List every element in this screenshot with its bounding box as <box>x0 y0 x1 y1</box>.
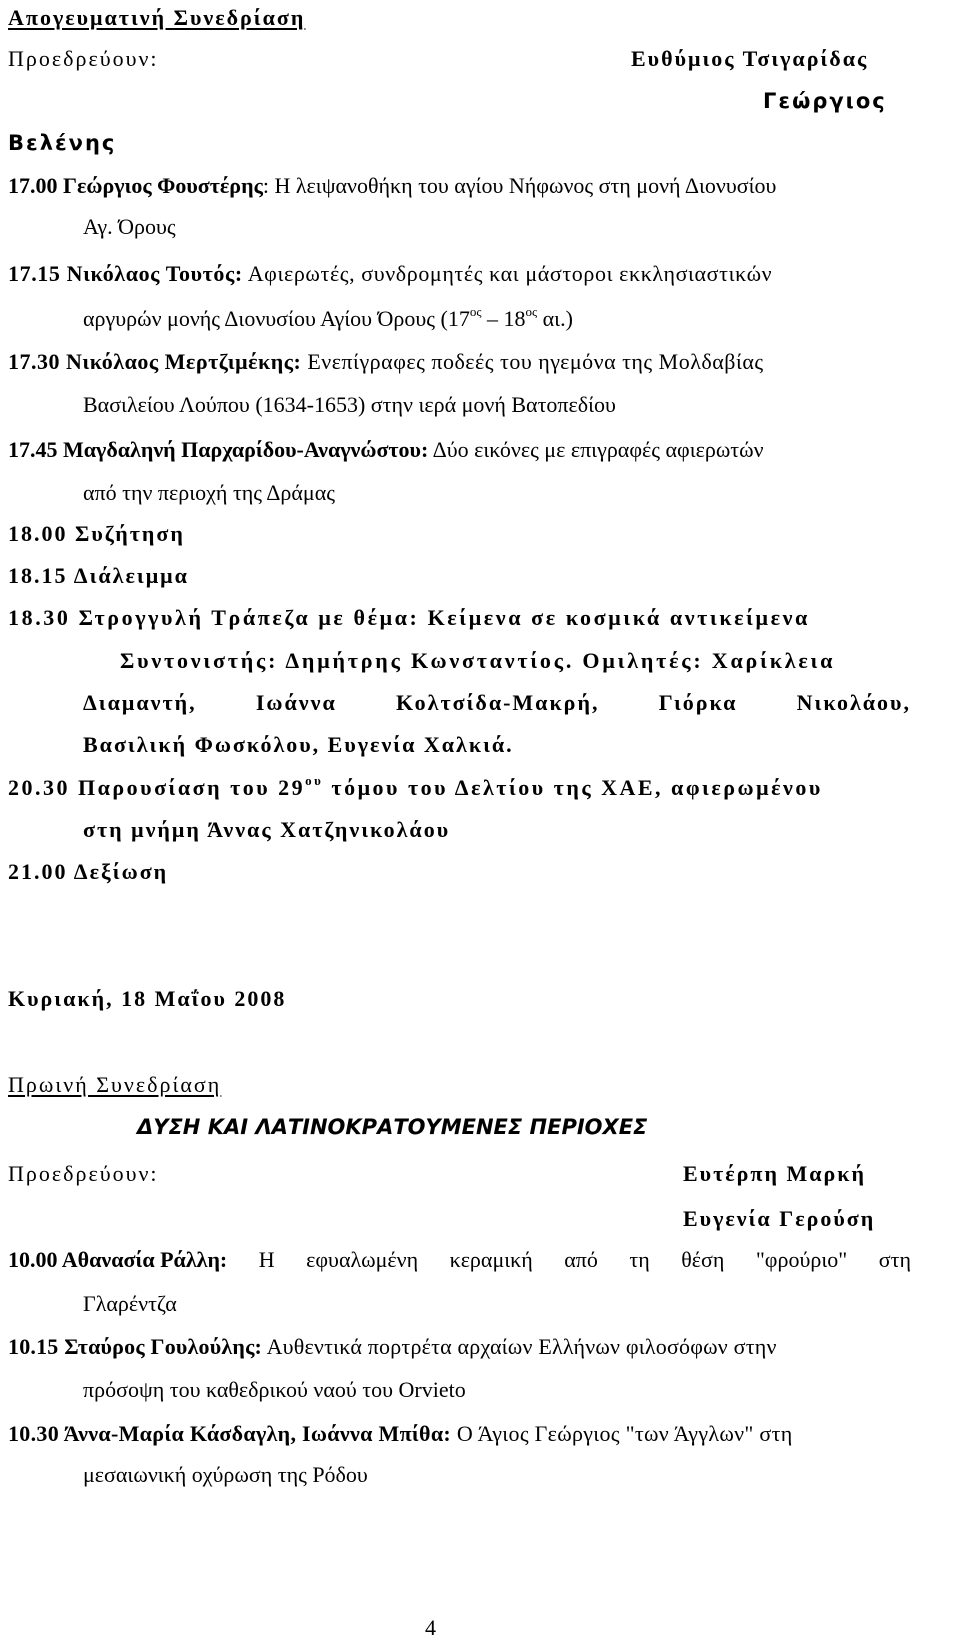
talk-1745 <box>8 436 764 464</box>
talk-1015 <box>8 1333 777 1361</box>
chairs-label: Προεδρεύουν: <box>8 1161 159 1186</box>
round-table-participants: Συντονιστής: Δημήτρης Κωνσταντίος. Ομιλητές: Χαρίκλεια <box>120 648 836 673</box>
talk-speaker: 17.30 Νικόλαος Μερτζιμέκης: <box>8 349 302 374</box>
presentation <box>8 774 823 802</box>
talk-title-word: Η <box>258 1247 275 1272</box>
presentation-part: τόμου του Δελτίου της ΧΑΕ, αφιερωμένου <box>323 775 823 800</box>
talk-1715 <box>8 260 772 288</box>
talk-title: Η λειψανοθήκη του αγίου Νήφωνος στη μονή Διονυσίου <box>268 173 777 198</box>
talk-title-cont: Αγ. Όρους <box>83 214 176 239</box>
ordinal-suffix: ου <box>305 772 324 788</box>
talk-1700 <box>8 172 776 200</box>
discussion: 18.00 Συζήτηση <box>8 521 185 546</box>
chairs-label: Προεδρεύουν: <box>8 46 159 71</box>
afternoon-session-heading: Απογευματινή Συνεδρίαση <box>8 5 306 30</box>
talk-title-word: εφυαλωμένη <box>306 1247 419 1272</box>
presentation-part: 20.30 Παρουσίαση του 29 <box>8 775 306 800</box>
talk-title-cont: Βασιλείου Λούπου (1634-1653) στην ιερά μονή Βατοπεδίου <box>83 392 616 417</box>
ordinal-suffix: ος <box>469 303 482 319</box>
sunday-date: Κυριακή, 18 Μαΐου 2008 <box>8 986 287 1011</box>
participant-name: Διαμαντή, <box>83 690 197 715</box>
talk-title-part: – 18 <box>481 306 526 331</box>
talk-speaker: 10.15 Σταύρος Γουλούλης: <box>8 1334 263 1359</box>
talk-title: Αυθεντικά πορτρέτα αρχαίων Ελλήνων φιλοσόφων στην <box>262 1334 777 1359</box>
reception: 21.00 Δεξίωση <box>8 859 169 884</box>
talk-speaker: 17.15 Νικόλαος Τουτός: <box>8 261 243 286</box>
talk-title: Δύο εικόνες με επιγραφές αφιερωτών <box>428 437 764 462</box>
presentation-cont: στη μνήμη Άννας Χατζηνικολάου <box>83 817 451 842</box>
morning-session-heading: Πρωινή Συνεδρίαση <box>8 1072 222 1097</box>
talk-1000 <box>8 1246 911 1274</box>
talk-title-word: "φρούριο" <box>755 1247 848 1272</box>
chair-last-name: Βελένης <box>8 131 117 155</box>
talk-speaker: 10.30 Άννα-Μαρία Κάσδαγλη, Ιωάννα Μπίθα: <box>8 1421 452 1446</box>
talk-title: Ο Άγιος Γεώργιος "των Άγγλων" στη <box>451 1421 793 1446</box>
chair-name: Ευγενία Γερούση <box>683 1206 876 1231</box>
talk-speaker: 10.00 Αθανασία Ράλλη: <box>8 1247 228 1272</box>
talk-title-cont: από την περιοχή της Δράμας <box>83 480 335 505</box>
talk-title-word: κεραμική <box>449 1247 533 1272</box>
page-number: 4 <box>425 1615 436 1640</box>
talk-title-word: θέση <box>681 1247 725 1272</box>
talk-title-word: τη <box>629 1247 650 1272</box>
talk-speaker: 17.00 Γεώργιος Φουστέρης <box>8 173 263 198</box>
round-table-participants-end: Βασιλική Φωσκόλου, Ευγενία Χαλκιά. <box>83 732 514 757</box>
ordinal-suffix: ος <box>525 303 538 319</box>
talk-title-cont <box>83 305 573 333</box>
chair-name: Ευθύμιος Τσιγαρίδας <box>631 46 869 71</box>
chair-first-name: Γεώργιος <box>763 89 887 113</box>
talk-sep: : <box>262 173 269 198</box>
talk-title-part: αι.) <box>537 306 573 331</box>
section-title: ΔΥΣΗ ΚΑΙ ΛΑΤΙΝΟΚΡΑΤΟΥΜΕΝΕΣ ΠΕΡΙΟΧΕΣ <box>137 1115 648 1139</box>
break: 18.15 Διάλειμμα <box>8 563 189 588</box>
talk-speaker: 17.45 Μαγδαληνή Παρχαρίδου-Αναγνώστου: <box>8 437 429 462</box>
participant-name: Νικολάου, <box>796 690 911 715</box>
talk-title: Αφιερωτές, συνδρομητές και μάστοροι εκκλησιαστικών <box>242 261 773 286</box>
chair-name: Ευτέρπη Μαρκή <box>683 1161 866 1186</box>
participant-name: Κολτσίδα-Μακρή, <box>395 690 600 715</box>
talk-title: Ενεπίγραφες ποδεές του ηγεμόνα της Μολδαβίας <box>301 349 764 374</box>
talk-title-part: αργυρών μονής Διονυσίου Αγίου Όρους (17 <box>83 306 470 331</box>
talk-title-cont: Γλαρέντζα <box>83 1291 177 1316</box>
talk-title-cont: μεσαιωνική οχύρωση της Ρόδου <box>83 1462 368 1487</box>
talk-title-cont: πρόσοψη του καθεδρικού ναού του Orvieto <box>83 1377 466 1402</box>
talk-1730 <box>8 348 764 376</box>
participant-name: Γιόρκα <box>658 690 738 715</box>
talk-1030 <box>8 1420 793 1448</box>
talk-title-word: από <box>564 1247 598 1272</box>
talk-title-word: στη <box>878 1247 911 1272</box>
round-table-participants-cont <box>83 689 911 717</box>
participant-name: Ιωάννα <box>255 690 337 715</box>
round-table-title: 18.30 Στρογγυλή Τράπεζα με θέμα: Κείμενα σε κοσμικά αντικείμενα <box>8 605 810 630</box>
